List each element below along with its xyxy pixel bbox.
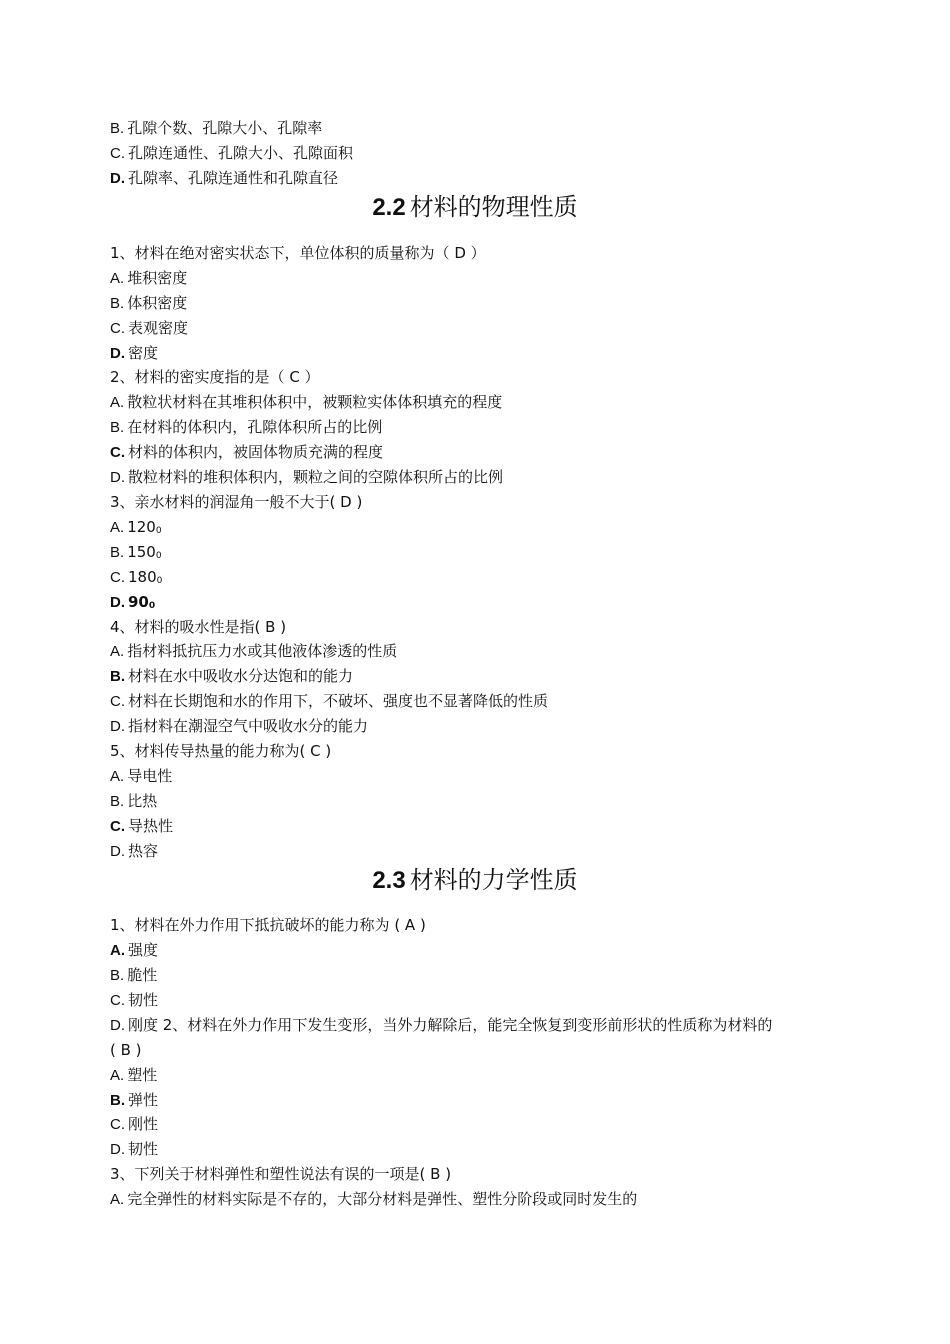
question-1: 1、材料在绝对密实状态下，单位体积的质量称为（ D ） — [110, 244, 486, 262]
q4-option-c: C. 材料在长期饱和水的作用下，不破坏、强度也不显著降低的性质 — [110, 692, 549, 710]
q5-option-c-answer: C. 导热性 — [110, 817, 174, 835]
question-2: 2、材料的密实度指的是（ C ） — [110, 368, 320, 386]
q2-option-c-answer: C. 材料的体积内，被固体物质充满的程度 — [110, 443, 384, 461]
section-heading-2-3: 2.3 材料的力学性质 — [372, 866, 578, 894]
question-4: 4、材料的吸水性是指( B ) — [110, 618, 287, 636]
q3-option-c: C. 1800 — [110, 568, 163, 586]
q1-option-b: B. 脆性 — [110, 966, 158, 984]
q5-option-a: A. 导电性 — [110, 767, 173, 785]
q1-option-d-answer: D. 密度 — [110, 344, 159, 362]
q4-option-d: D. 指材料在潮湿空气中吸收水分的能力 — [110, 717, 369, 735]
q3-option-a: A. 完全弹性的材料实际是不存的，大部分材料是弹性、塑性分阶段或同时发生的 — [110, 1190, 638, 1208]
section-heading-2-2: 2.2 材料的物理性质 — [372, 193, 578, 221]
option-c: C. 孔隙连通性、孔隙大小、孔隙面积 — [110, 144, 354, 162]
q2-option-b-answer: B. 弹性 — [110, 1091, 159, 1109]
q1-option-b: B. 体积密度 — [110, 294, 188, 312]
option-b: B. 孔隙个数、孔隙大小、孔隙率 — [110, 119, 323, 137]
q3-option-d-answer: D. 900 — [110, 593, 156, 611]
q4-option-b-answer: B. 材料在水中吸收水分达饱和的能力 — [110, 667, 354, 685]
q5-option-d: D. 热容 — [110, 842, 159, 860]
q1-option-d-and-question-2: D. 刚度 2、材料在外力作用下发生变形，当外力解除后，能完全恢复到变形前形状的性质称为材料的 — [110, 1016, 773, 1034]
q2-option-b: B. 在材料的体积内，孔隙体积所占的比例 — [110, 418, 383, 436]
q4-option-a: A. 指材料抵抗压力水或其他液体渗透的性质 — [110, 642, 398, 660]
q2-option-a: A. 散粒状材料在其堆积体积中，被颗粒实体体积填充的程度 — [110, 393, 503, 411]
question-1: 1、材料在外力作用下抵抗破坏的能力称为 ( A ) — [110, 916, 426, 934]
q3-option-a: A. 1200 — [110, 518, 162, 536]
q2-option-a: A. 塑性 — [110, 1066, 158, 1084]
q5-option-b: B. 比热 — [110, 792, 158, 810]
q1-option-a-answer: A. 强度 — [110, 941, 159, 959]
q2-option-c: C. 刚性 — [110, 1115, 159, 1133]
question-5: 5、材料传导热量的能力称为( C ) — [110, 742, 332, 760]
q3-option-b: B. 1500 — [110, 543, 162, 561]
q2-option-d: D. 散粒材料的堆积体积内，颗粒之间的空隙体积所占的比例 — [110, 468, 504, 486]
question-3: 3、下列关于材料弹性和塑性说法有误的一项是( B ) — [110, 1165, 452, 1183]
q1-option-c: C. 表观密度 — [110, 319, 189, 337]
q1-option-c: C. 韧性 — [110, 991, 159, 1009]
option-d-answer: D. 孔隙率、孔隙连通性和孔隙直径 — [110, 169, 339, 187]
q2-option-d: D. 韧性 — [110, 1140, 159, 1158]
question-2-answer: ( B ) — [110, 1041, 142, 1059]
q1-option-a: A. 堆积密度 — [110, 269, 188, 287]
question-3: 3、亲水材料的润湿角一般不大于( D ) — [110, 493, 363, 511]
